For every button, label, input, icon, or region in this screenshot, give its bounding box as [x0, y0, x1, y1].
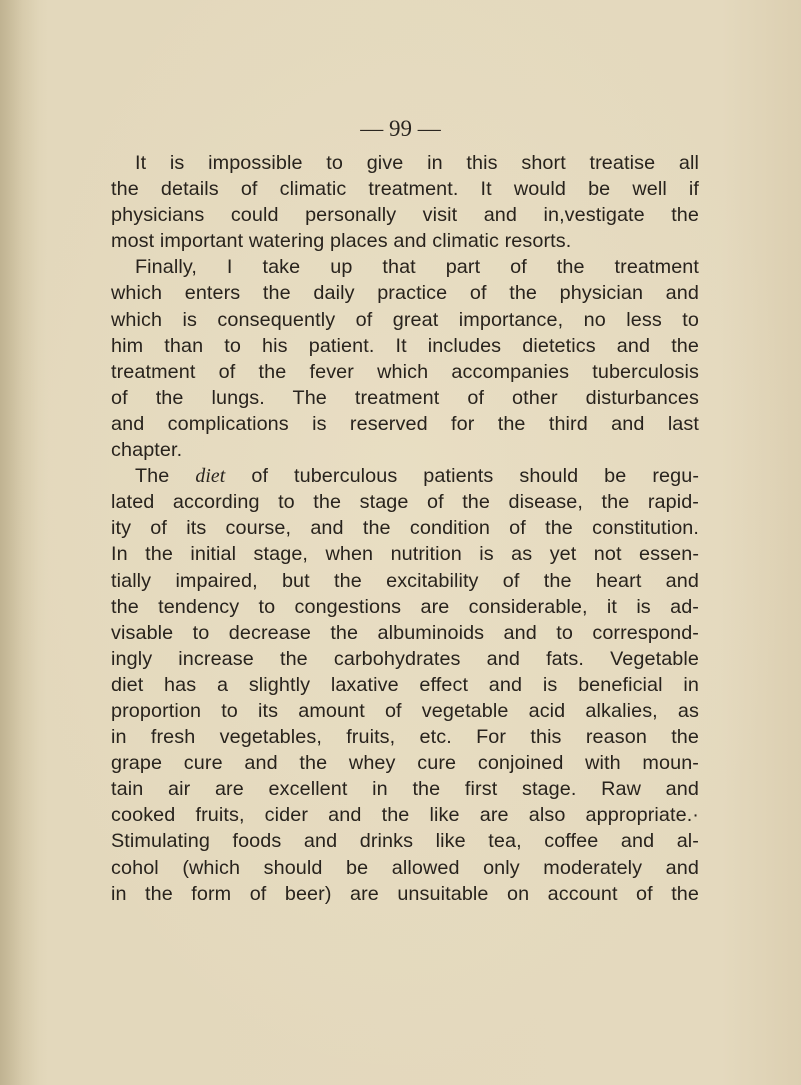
text-line: tially impaired, but the excitability of the heart and	[111, 569, 699, 592]
text-line: and complications is reserved for the third and last	[111, 412, 699, 435]
text-line: tain air are excellent in the first stage. Raw and	[111, 778, 699, 801]
text-line: ity of its course, and the condition of the constitution.	[111, 517, 699, 540]
text-line: diet has a slightly laxative effect and is beneficial in	[111, 673, 699, 696]
text-line: Stimulating foods and drinks like tea, coffee and al-	[111, 830, 699, 853]
text-line: lated according to the stage of the disease, the rapid-	[111, 491, 699, 514]
text-line: cohol (which should be allowed only moderately and	[111, 856, 699, 879]
text-line: which enters the daily practice of the physician and	[111, 282, 699, 305]
text-line: him than to his patient. It includes dietetics and the	[111, 334, 699, 357]
text-line: proportion to its amount of vegetable acid alkalies, as	[111, 699, 699, 722]
page-gutter-shadow	[0, 0, 38, 1085]
body-text	[111, 150, 699, 907]
text-line: the details of climatic treatment. It would be well if	[111, 178, 699, 201]
text-line: visable to decrease the albuminoids and to correspond-	[111, 621, 699, 644]
paragraph-3	[111, 463, 699, 907]
text-line: Finally, I take up that part of the treatment	[135, 256, 699, 279]
page-number: — 99 —	[360, 116, 441, 141]
text-line: most important watering places and climatic resorts.	[111, 230, 572, 253]
text-line: grape cure and the whey cure conjoined with moun-	[111, 752, 699, 775]
text-line: the tendency to congestions are considerable, it is ad-	[111, 595, 699, 618]
text-line: In the initial stage, when nutrition is as yet not essen-	[111, 543, 699, 566]
text-line: cooked fruits, cider and the like are also appropriate.·	[111, 804, 699, 827]
text-line: of the lungs. The treatment of other disturbances	[111, 386, 699, 409]
text-line: treatment of the fever which accompanies tuberculosis	[111, 360, 699, 383]
text-line: in the form of beer) are unsuitable on account of the	[111, 882, 699, 905]
text-line: in fresh vegetables, fruits, etc. For this reason the	[111, 726, 699, 749]
text-fragment: of tuberculous patients should be regu-	[225, 465, 700, 488]
text-line: It is impossible to give in this short treatise all	[135, 152, 699, 174]
paragraph-2	[111, 254, 699, 463]
text-line: ingly increase the carbohydrates and fats. Vegetable	[111, 647, 699, 670]
text-line: chapter.	[111, 439, 183, 462]
text-line: which is consequently of great importance, no less to	[111, 308, 699, 331]
italic-term: diet	[195, 465, 226, 488]
text-line	[111, 463, 699, 489]
text-line: physicians could personally visit and in,vestigate the	[111, 204, 699, 227]
paragraph-1	[111, 150, 699, 254]
text-fragment: The	[135, 465, 196, 488]
